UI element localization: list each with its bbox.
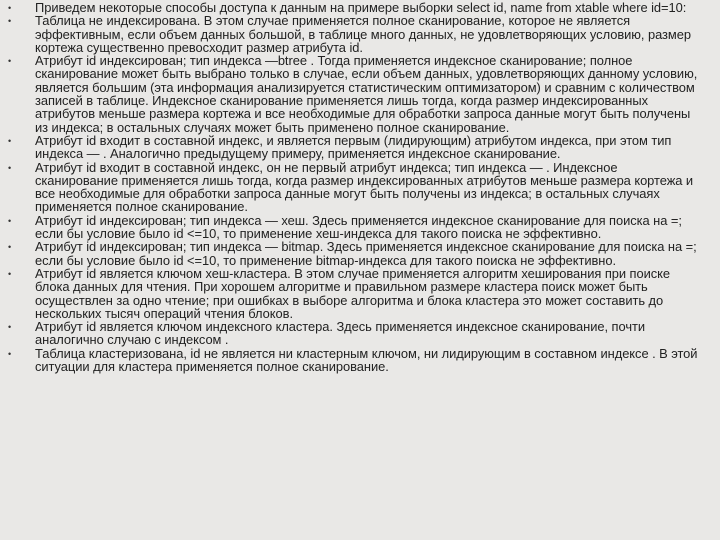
item-text: Атрибут id индексирован; тип индекса — хеш. Здесь применяется индексное сканирование для поиска на =; если бы условие было id <=10, то применение хеш-индекса для такого поиска не эффективно. xyxy=(35,212,682,242)
bullet-icon: • xyxy=(8,215,12,226)
bullet-icon: • xyxy=(8,322,12,333)
list-item xyxy=(0,240,720,267)
bullet-icon: • xyxy=(8,268,12,279)
list-item xyxy=(0,1,720,14)
list-item xyxy=(0,267,720,320)
item-text: Приведем некоторые способы доступа к данным на примере выборки select id, name from xtable where id=10: xyxy=(35,0,687,15)
item-text: Атрибут id индексирован; тип индекса —btree . Тогда применяется индексное сканирование; полное сканирование может быть выбрано только в случае, если объем данных, удовлетворяющих данному условию, является большим (эта информация анализируется статистическим оптимизатором) и сравним с количеством записей в таблице. Индексное сканирование применяется лишь тогда, когда размер индексированных атрибутов меньше размера кортежа и все необходимые для обработки запроса данные могут быть получены из индекса; в остальных случаях может быть применено полное сканирование. xyxy=(35,53,698,135)
item-text: Атрибут id входит в составной индекс, и является первым (лидирующим) атрибутом индекса, при этом тип индекса — . Аналогично предыдущему примеру, применяется индексное сканирование. xyxy=(35,132,672,162)
list-item xyxy=(0,134,720,161)
bullet-icon: • xyxy=(8,135,12,146)
item-text: Таблица не индексирована. В этом случае применяется полное сканирование, которое не является эффективным, если объем данных большой, в таблице много данных, не удовлетворяющих условию, размер кортежа существенно превосходит размер атрибута id. xyxy=(35,13,691,55)
bullet-icon: • xyxy=(8,348,12,359)
item-text: Таблица кластеризована, id не является ни кластерным ключом, ни лидирующим в составном индексе . В этой ситуации для кластера применяется полное сканирование. xyxy=(35,345,698,375)
list-item xyxy=(0,54,720,134)
item-text: Атрибут id индексирован; тип индекса — bitmap. Здесь применяется индексное сканирование для поиска на =; если бы условие было id <=10, то применение bitmap-индекса для такого поиска не эффективно. xyxy=(35,239,697,268)
bullet-icon: • xyxy=(8,242,12,253)
bullet-list xyxy=(0,1,720,373)
list-item xyxy=(0,214,720,241)
bullet-icon: • xyxy=(8,3,12,13)
item-text: Атрибут id является ключом индексного кластера. Здесь применяется индексное сканирование, почти аналогично случаю с индексом . xyxy=(35,319,645,348)
bullet-icon: • xyxy=(8,16,12,27)
list-item xyxy=(0,320,720,347)
item-text: Атрибут id является ключом хеш-кластера. В этом случае применяется алгоритм хеширования при поиске блока данных для чтения. При хорошем алгоритме и правильном размере кластера поиск может быть осуществлен за одно чтение; при ошибках в выборе алгоритма и блока кластера это может составить до нескольких тысяч операций чтения блоков. xyxy=(35,265,671,321)
item-text: Атрибут id входит в составной индекс, он не первый атрибут индекса; тип индекса — . Индексное сканирование применяется лишь тогда, когда размер индексированных атрибутов меньше размера кортежа и все необходимые для обработки запроса данные могут быть получены из индекса; в остальных случаях применяется полное сканирование. xyxy=(35,159,694,215)
bullet-icon: • xyxy=(8,162,12,173)
bullet-icon: • xyxy=(8,56,12,67)
list-item xyxy=(0,14,720,54)
list-item xyxy=(0,347,720,374)
list-item xyxy=(0,161,720,214)
